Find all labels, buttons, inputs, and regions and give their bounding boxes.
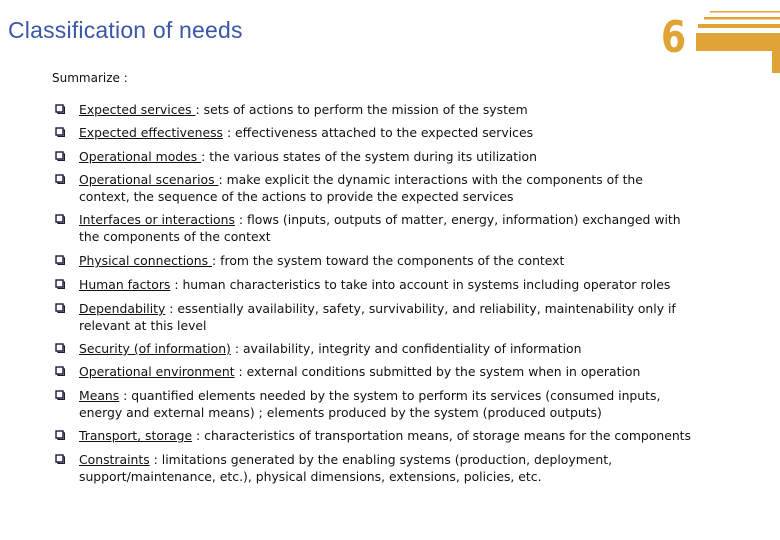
bullet-description: relevant at this level [79,318,207,333]
bullet-description: context, the sequence of the actions to provide the expected services [79,189,514,204]
checkbox-bullet-icon [55,390,65,400]
summary-label: Summarize : [52,71,128,85]
bullet-text [79,276,749,293]
bullet-description: : external conditions submitted by the system when in operation [234,364,641,379]
checkbox-bullet-icon [55,151,65,161]
bullet-text [79,124,749,141]
slide-title: Classification of needs [8,17,243,43]
checkbox-bullet-icon [55,174,65,184]
bullet-term: Operational scenarios [79,172,219,187]
bullet-text [79,101,749,118]
checkbox-bullet-icon [55,303,65,313]
bullet-text [79,387,749,421]
checkbox-bullet-icon [55,127,65,137]
slide-number: 6 [661,12,687,63]
bullet-term: Dependability [79,301,166,316]
bullet-term: Expected services [79,102,196,117]
bullet-description: : quantified elements needed by the system to perform its services (consumed inputs, [119,388,661,403]
bullet-term: Constraints [79,452,150,467]
bullet-text [79,211,749,245]
bullet-term: Operational modes [79,149,202,164]
checkbox-bullet-icon [55,214,65,224]
checkbox-bullet-icon [55,279,65,289]
bullet-term: Security (of information) [79,341,231,356]
bullet-text [79,427,749,444]
bullet-term: Operational environment [79,364,235,379]
bullet-description: : sets of actions to perform the mission of the system [195,102,528,117]
bullet-description: : the various states of the system during its utilization [201,149,537,164]
bullet-description: energy and external means) ; elements produced by the system (produced outputs) [79,405,602,420]
bullet-term: Interfaces or interactions [79,212,235,227]
checkbox-bullet-icon [55,255,65,265]
checkbox-bullet-icon [55,366,65,376]
checkbox-bullet-icon [55,343,65,353]
bullet-term: Physical connections [79,253,213,268]
bullet-text [79,340,749,357]
bullet-text [79,148,749,165]
bullet-description: : characteristics of transportation means, of storage means for the components [192,428,691,443]
checkbox-bullet-icon [55,104,65,114]
bullet-text [79,300,749,334]
bullet-term: Human factors [79,277,171,292]
bullet-description: : essentially availability, safety, survivability, and reliability, maintenability only if [165,301,676,316]
bullet-text [79,171,749,205]
bullet-description: the components of the context [79,229,271,244]
bullet-description: : from the system toward the components of the context [212,253,565,268]
bullet-term: Expected effectiveness [79,125,223,140]
bullet-text [79,252,749,269]
bullet-description: : limitations generated by the enabling systems (production, deployment, [149,452,613,467]
bullet-term: Means [79,388,120,403]
bullet-description: : human characteristics to take into account in systems including operator roles [170,277,671,292]
bullet-description: : flows (inputs, outputs of matter, energy, information) exchanged with [234,212,681,227]
bullet-description: : make explicit the dynamic interactions with the components of the [218,172,643,187]
bullet-description: : availability, integrity and confidentiality of information [230,341,582,356]
bullet-term: Transport, storage [79,428,193,443]
bullet-text [79,363,749,380]
checkbox-bullet-icon [55,430,65,440]
bullet-text [79,451,749,485]
checkbox-bullet-icon [55,454,65,464]
bullet-description: : effectiveness attached to the expected services [223,125,534,140]
bullet-description: support/maintenance, etc.), physical dimensions, extensions, policies, etc. [79,469,542,484]
